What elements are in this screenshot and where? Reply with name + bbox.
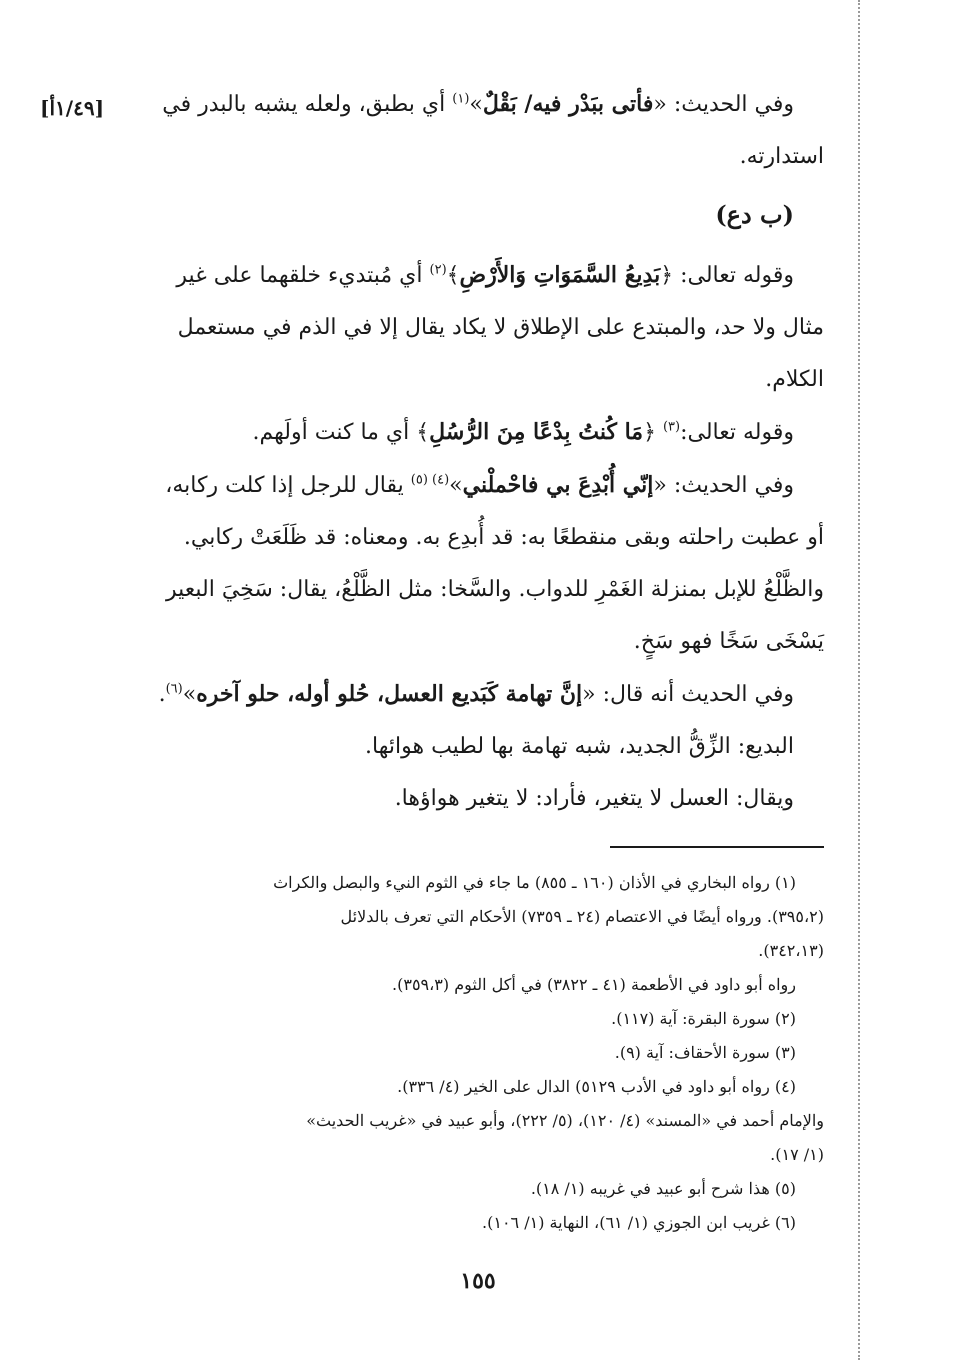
- footnote-marker: (٤) (٥): [410, 472, 450, 488]
- paragraph-7-line-1: ويقال: العسل لا يتغير، فأراد: لا يتغير هواؤها.: [394, 786, 794, 811]
- page-number: ١٥٥: [460, 1268, 496, 1294]
- footnote-marker: (٢): [429, 262, 447, 278]
- paragraph-1-line-2: استدارته.: [739, 144, 824, 169]
- paragraph-5-line-1: وفي الحديث أنه قال: «إنَّ تهامة كَبَديع العسل، حُلو أوله، حلو آخره»$^{(٦)}$.: [158, 681, 794, 707]
- paragraph-1-line-1: وفي الحديث: «فأتى ببَدْر فيه/ بَقْلٌ»$^{(١)}$ أي بطبق، ولعله يشبه بالبدر في: [162, 91, 794, 117]
- paragraph-2-line-2: مثال ولا حد، والمبتدع على الإطلاق لا يكاد يقال إلا في الذم في مستعمل: [177, 315, 824, 340]
- footnote-2: (٢) سورة البقرة: آية (١١٧).: [611, 1009, 796, 1028]
- section-heading: (ب دع): [715, 200, 794, 229]
- paragraph-4-line-4: يَسْخَى سَخًا فهو سَخٍ.: [633, 629, 824, 654]
- footnote-1-line-1: (١) رواه البخاري في الأذان (١٦٠ ـ ٨٥٥) ما جاء في الثوم النيء والبصل والكراث: [273, 873, 796, 892]
- paragraph-2-line-1: وقوله تعالى: ﴿بَدِيعُ السَّمَوَاتِ وَالأَرْضِ﴾$^{(٢)}$ أي مُبتديء خلقهما على غير: [176, 262, 794, 288]
- footnote-marker: (٣): [662, 419, 681, 435]
- hadith-quote: فأتى ببَدْر فيه/ بَقْلٌ: [482, 91, 654, 117]
- footnote-4-line-3: (١/ ١٧).: [770, 1145, 824, 1164]
- page-edge-dotted-line: [858, 0, 860, 1360]
- paragraph-2-line-3: الكلام.: [765, 367, 824, 392]
- paragraph-4-line-2: أو عطبت راحلته وبقى منقطعًا به: قد أُبدِع به. ومعناه: قد ظَلَعَتْ ركابي.: [183, 525, 824, 550]
- paragraph-4-line-3: والظَّلْعُ للإبل بمنزلة الغَمْرِ للدواب. والسَّخا: مثل الظَّلْعُ، يقال: سَخِيَ البعير: [166, 577, 824, 602]
- footnote-4-line-1: (٤) رواه أبو داود في الأدب ٥١٢٩) الدال على الخير (٤/ ٣٣٦).: [397, 1077, 796, 1096]
- footnote-1-line-3: (٣٤٢،١٣).: [758, 941, 824, 960]
- footnotes: [118, 866, 824, 1240]
- quran-quote: مَا كُنتُ بِدْعًا مِنَ الرُّسُلِ: [429, 419, 644, 445]
- footnote-4-line-2: والإمام أحمد في «المسند» (٤/ ١٢٠)، (٥/ ٢٢٢)، وأبو عبيد في «غريب الحديث»: [306, 1111, 824, 1130]
- footnote-marker: (٦): [165, 681, 183, 697]
- hadith-quote: إنّي أُبْدِعَ بي فاحْملْني: [462, 472, 654, 498]
- footnote-6: (٦) غريب ابن الجوزي (١/ ٦١)، النهاية (١/ ١٠٦).: [482, 1213, 796, 1232]
- paragraph-6-line-1: البديع: الزِّقُّ الجديد، شبه تهامة بها لطيب هوائها.: [365, 734, 794, 759]
- footnote-1-line-2: (٣٩٥،٢). ورواه أيضًا في الاعتصام (٢٤ ـ ٧٣٥٩) الأحكام التي تعرف بالدلائل: [340, 907, 824, 926]
- main-text: [118, 78, 824, 825]
- paragraph-4-line-1: وفي الحديث: «إنّي أُبْدِعَ بي فاحْملْني»$^{(٤) (٥)}$ يقال للرجل إذا كلت ركابه،: [165, 472, 794, 498]
- footnote-separator: [610, 846, 824, 848]
- footnote-1-line-4: رواه أبو داود في الأطعمة (٤١ ـ ٣٨٢٢) في أكل الثوم (٣٥٩،٣).: [392, 975, 796, 994]
- manuscript-folio-reference: [١/٤٩أ]: [40, 96, 105, 120]
- hadith-quote: إنَّ تهامة كَبَديع العسل، حُلو أوله، حلو آخره: [196, 681, 583, 707]
- footnote-3: (٣) سورة الأحقاف: آية (٩).: [614, 1043, 796, 1062]
- footnote-5: (٥) هذا شرح أبو عبيد في غريبه (١/ ١٨).: [530, 1179, 796, 1198]
- quran-quote: بَدِيعُ السَّمَوَاتِ وَالأَرْضِ: [459, 262, 661, 288]
- paragraph-3-line-1: وقوله تعالى:$^{(٣)}$ ﴿مَا كُنتُ بِدْعًا مِنَ الرُّسُلِ﴾ أي ما كنت أولَهم.: [252, 419, 794, 445]
- footnote-marker: (١): [452, 91, 470, 107]
